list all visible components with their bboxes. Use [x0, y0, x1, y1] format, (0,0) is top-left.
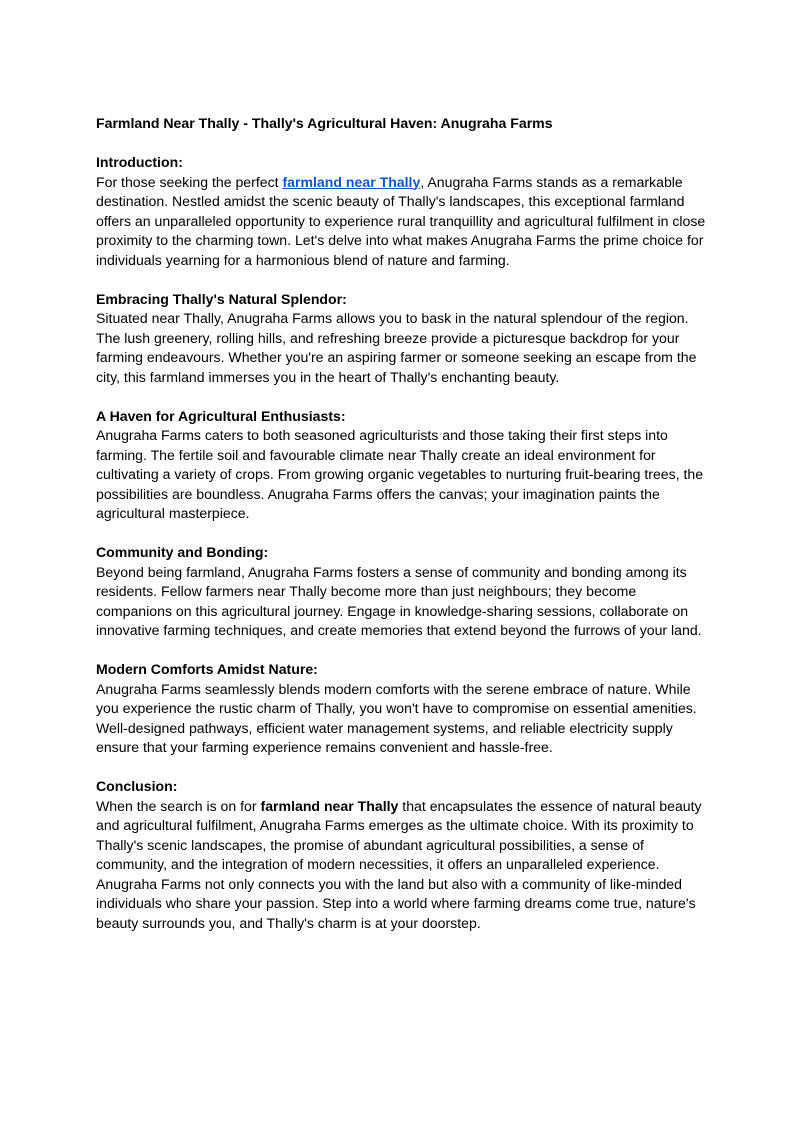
farmland-near-thally-link[interactable]: farmland near Thally	[282, 173, 421, 190]
paragraph-text: For those seeking the perfect	[96, 173, 283, 190]
paragraph-text: , Anugraha Farms stands as a remarkable destination. Nestled amidst the scenic beauty of Thally's landscapes, this exceptional farmland offers an unparalleled opportunity to experience rural tranquillity and agricultural fulfilment in close proximity to the charming town. Let's delve into what makes Anugraha Farms the prime choice for individuals yearning for a harmonious blend of nature and farming.	[96, 173, 706, 268]
section-paragraph: Beyond being farmland, Anugraha Farms fosters a sense of community and bonding among its residents. Fellow farmers near Thally become more than just neighbours; they become companions on this agricultural journey. Engage in knowledge-sharing sessions, collaborate on innovative farming techniques, and create memories that extend beyond the furrows of your land.	[96, 563, 702, 638]
section-heading: Embracing Thally's Natural Splendor:	[96, 290, 347, 307]
section-heading: A Haven for Agricultural Enthusiasts:	[96, 407, 346, 424]
section-haven	[96, 407, 706, 524]
section-paragraph: Anugraha Farms caters to both seasoned agriculturists and those taking their first steps into farming. The fertile soil and favourable climate near Thally create an ideal environment for cultivating a variety of crops. From growing organic vegetables to nurturing fruit-bearing trees, the possibilities are boundless. Anugraha Farms offers the canvas; your imagination paints the agricultural masterpiece.	[96, 427, 704, 521]
section-heading: Introduction:	[96, 154, 183, 170]
section-paragraph: Anugraha Farms seamlessly blends modern comforts with the serene embrace of nature. While you experience the rustic charm of Thally, you won't have to compromise on essential amenities. Well-designed pathways, efficient water management systems, and reliable electricity supply ensure that your farming experience remains convenient and hassle-free.	[96, 680, 697, 755]
section-paragraph: Situated near Thally, Anugraha Farms allows you to bask in the natural splendour of the region. The lush greenery, rolling hills, and refreshing breeze provide a picturesque backdrop for your farming endeavours. Whether you're an aspiring farmer or someone seeking an escape from the city, this farmland immerses you in the heart of Thally's enchanting beauty.	[96, 310, 697, 385]
section-community	[96, 543, 706, 641]
document-page	[96, 114, 706, 953]
section-paragraph	[96, 797, 706, 934]
section-heading: Conclusion:	[96, 778, 178, 794]
section-heading: Community and Bonding:	[96, 544, 269, 560]
bold-keyword: farmland near Thally	[260, 797, 399, 814]
paragraph-text: When the search is on for	[96, 797, 261, 814]
section-comforts	[96, 660, 706, 758]
paragraph-text: that encapsulates the essence of natural beauty and agricultural fulfilment, Anugraha Farms emerges as the ultimate choice. With its proximity to Thally's scenic landscapes, the promise of abundant agricultural possibilities, a sense of community, and the integration of modern necessities, it offers an unparalleled experience. Anugraha Farms not only connects you with the land but also with a community of like-minded individuals who share your passion. Step into a world where farming dreams come true, nature's beauty surrounds you, and Thally's charm is at your doorstep.	[96, 797, 702, 931]
section-heading: Modern Comforts Amidst Nature:	[96, 661, 318, 677]
section-splendor	[96, 290, 706, 388]
document-title: Farmland Near Thally - Thally's Agricultural Haven: Anugraha Farms	[96, 115, 553, 131]
section-paragraph	[96, 173, 706, 271]
section-introduction	[96, 153, 706, 270]
section-conclusion	[96, 777, 706, 933]
